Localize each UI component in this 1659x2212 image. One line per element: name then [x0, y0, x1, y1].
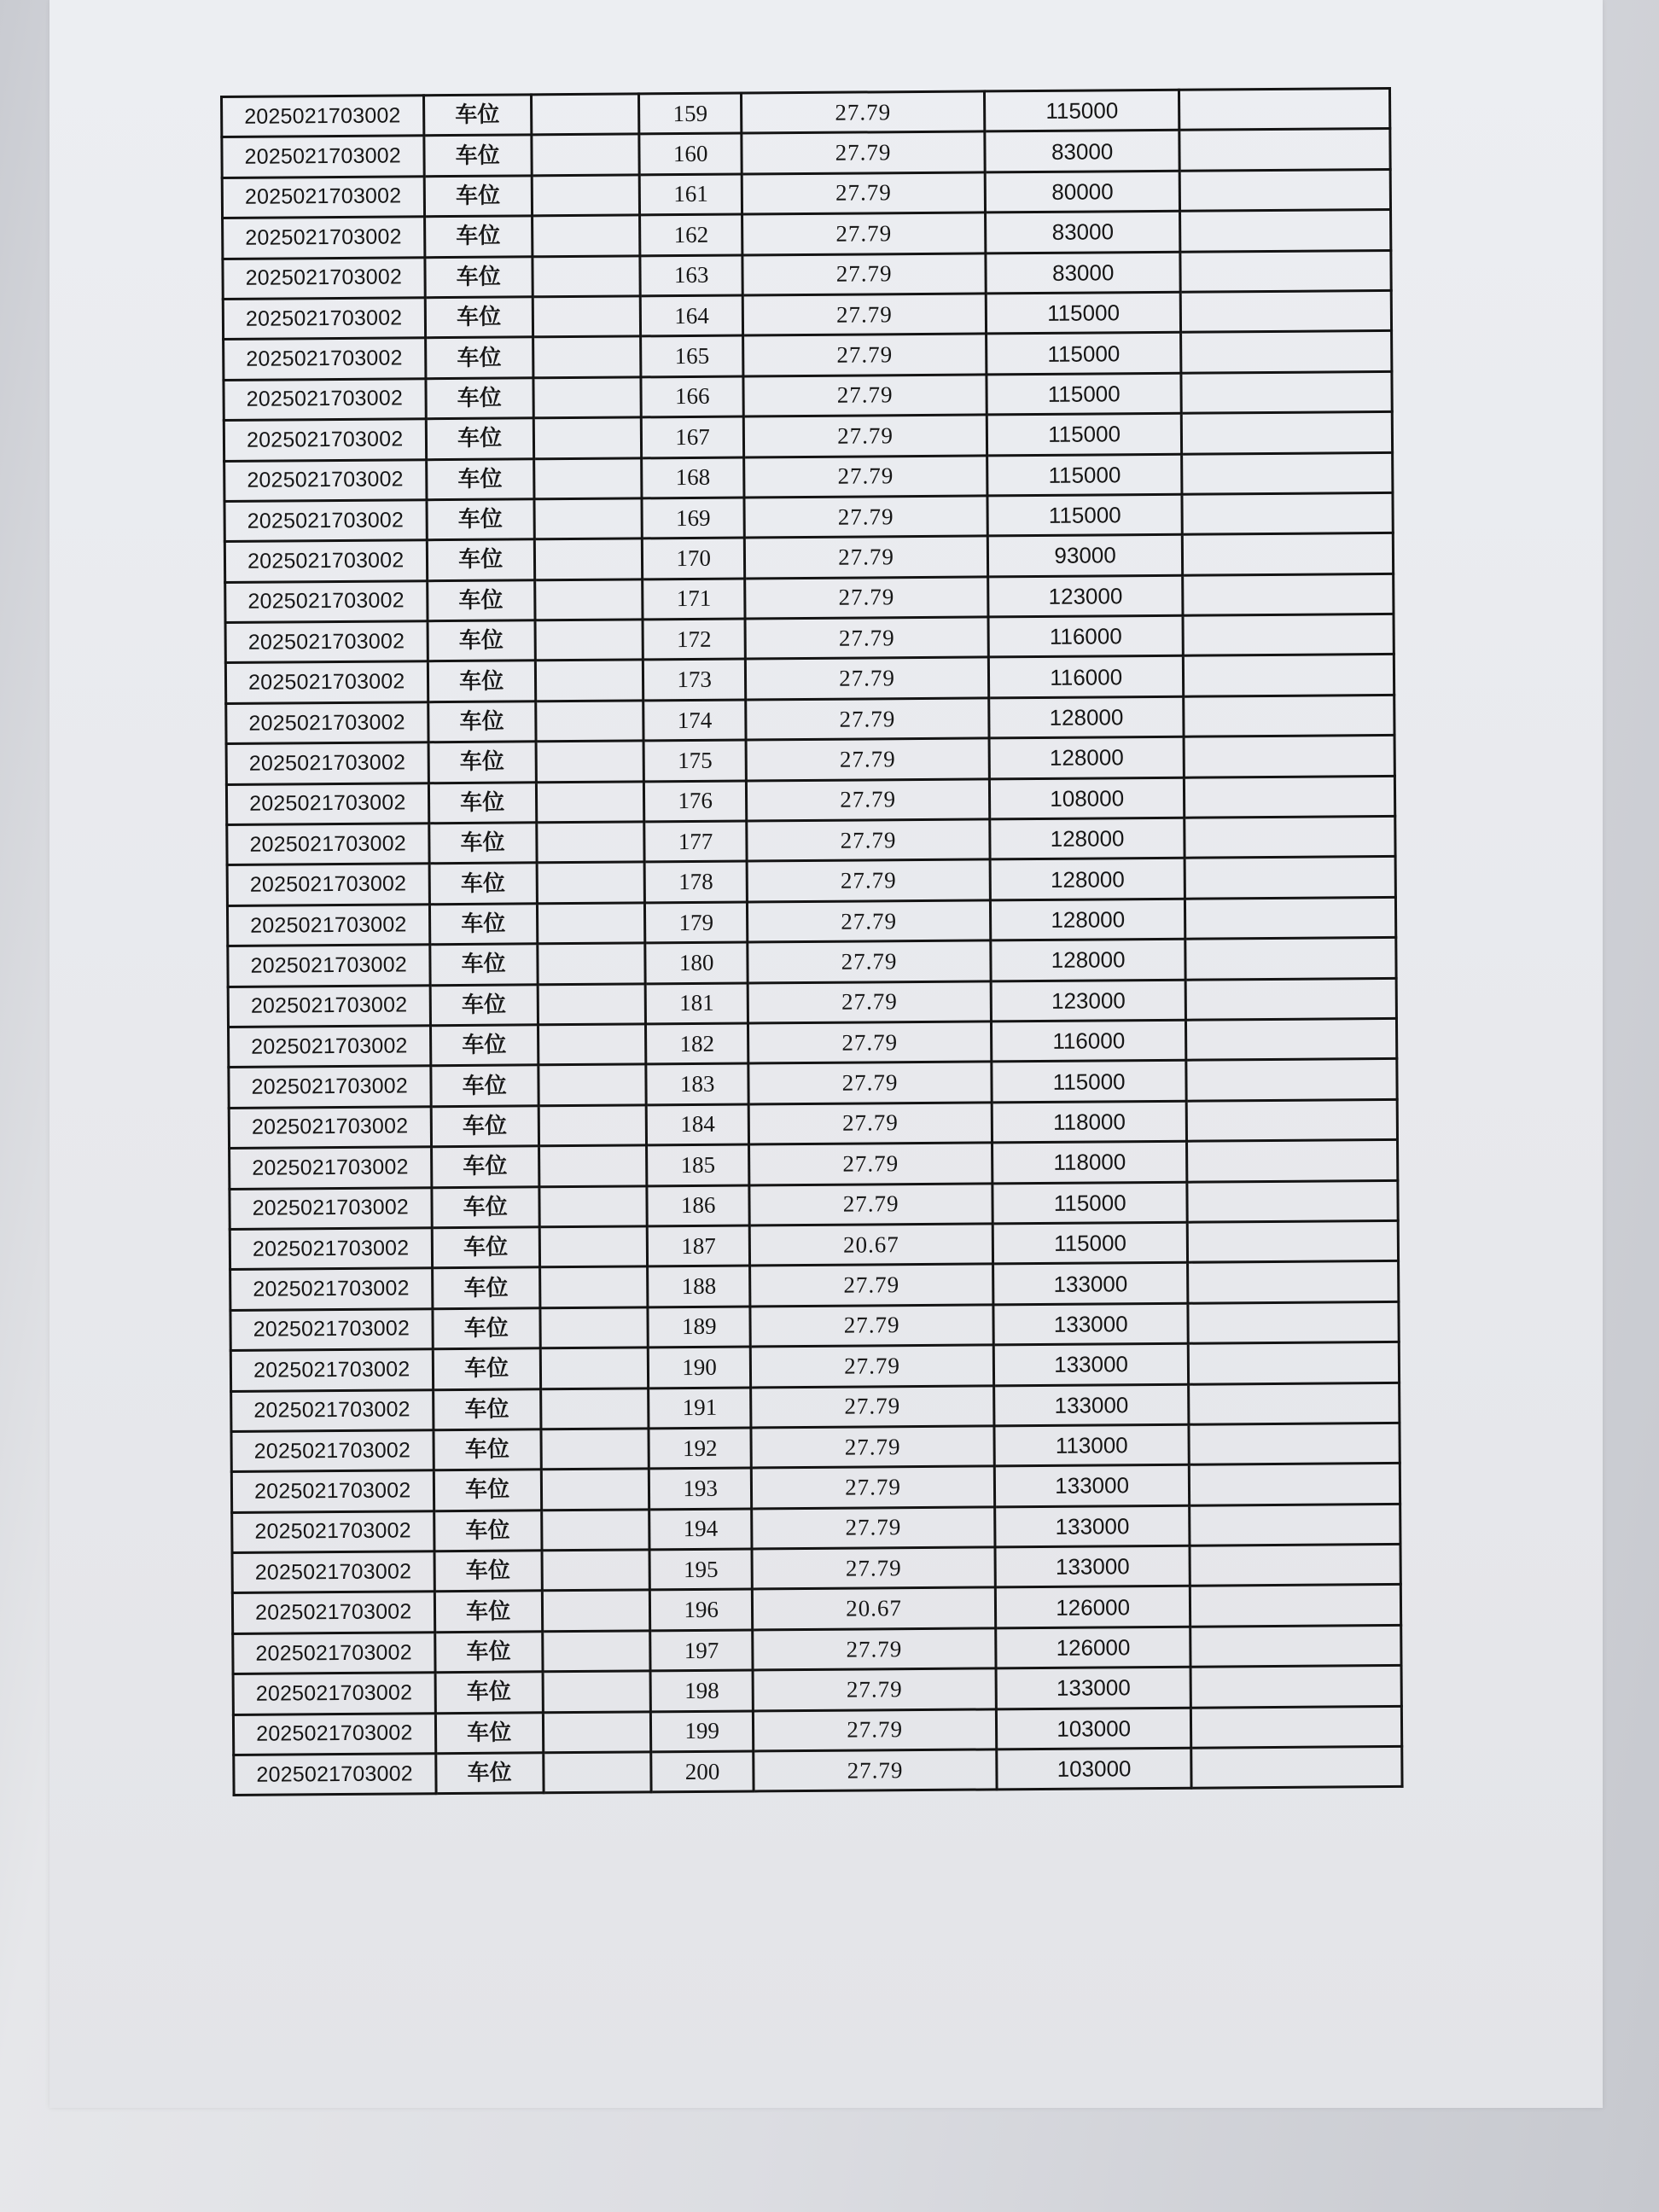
cell-area: 27.79	[742, 212, 986, 254]
cell-lot-code: 2025021703002	[224, 338, 426, 380]
cell-remark	[1185, 816, 1395, 858]
cell-item-type: 车位	[423, 95, 532, 136]
cell-item-type: 车位	[434, 1510, 542, 1551]
cell-lot-code: 2025021703002	[222, 96, 424, 137]
cell-space-number: 170	[642, 538, 745, 579]
cell-remark	[1189, 1342, 1400, 1384]
cell-space-number: 185	[647, 1144, 750, 1185]
cell-price: 118000	[992, 1101, 1187, 1143]
cell-price: 116000	[988, 615, 1184, 657]
cell-remark	[1185, 857, 1395, 899]
cell-blank	[540, 1388, 649, 1429]
cell-remark	[1190, 1625, 1401, 1667]
cell-item-type: 车位	[433, 1429, 541, 1470]
cell-blank	[537, 862, 645, 903]
cell-price: 133000	[993, 1303, 1189, 1345]
cell-lot-code: 2025021703002	[225, 621, 428, 663]
cell-remark	[1186, 1018, 1397, 1060]
cell-price: 83000	[985, 211, 1180, 253]
cell-item-type: 车位	[428, 701, 536, 742]
cell-lot-code: 2025021703002	[231, 1470, 434, 1512]
cell-item-type: 车位	[427, 580, 535, 621]
cell-remark	[1188, 1220, 1399, 1262]
cell-lot-code: 2025021703002	[224, 378, 426, 420]
cell-price: 128000	[990, 899, 1185, 940]
cell-price: 115000	[986, 333, 1181, 375]
cell-price: 116000	[988, 656, 1184, 698]
cell-blank	[535, 701, 643, 742]
cell-price: 128000	[991, 939, 1186, 981]
cell-area: 27.79	[742, 172, 985, 214]
cell-area: 27.79	[750, 1305, 993, 1347]
cell-area: 27.79	[754, 1709, 997, 1751]
cell-space-number: 200	[651, 1751, 754, 1792]
cell-price: 108000	[989, 777, 1185, 819]
cell-blank	[536, 782, 644, 823]
cell-item-type: 车位	[433, 1348, 541, 1389]
cell-remark	[1185, 897, 1396, 939]
cell-area: 27.79	[748, 981, 991, 1023]
cell-space-number: 177	[644, 821, 748, 862]
cell-area: 27.79	[752, 1547, 995, 1589]
cell-price: 133000	[996, 1667, 1191, 1708]
cell-remark	[1181, 290, 1392, 332]
cell-item-type: 车位	[428, 823, 537, 864]
cell-area: 27.79	[754, 1749, 997, 1791]
cell-area: 27.79	[747, 819, 990, 861]
cell-price: 115000	[986, 292, 1181, 334]
cell-remark	[1181, 371, 1392, 413]
cell-item-type: 车位	[424, 176, 533, 217]
cell-blank	[543, 1711, 651, 1752]
cell-space-number: 197	[650, 1630, 754, 1671]
cell-remark	[1182, 412, 1393, 454]
cell-remark	[1185, 938, 1396, 980]
cell-price: 126000	[996, 1627, 1191, 1668]
cell-remark	[1184, 695, 1394, 736]
cell-price: 128000	[990, 859, 1185, 900]
cell-lot-code: 2025021703002	[230, 1147, 432, 1189]
cell-area: 27.79	[749, 1183, 992, 1225]
cell-item-type: 车位	[424, 216, 533, 257]
cell-space-number: 163	[640, 255, 743, 296]
cell-area: 27.79	[744, 496, 987, 538]
cell-lot-code: 2025021703002	[227, 864, 429, 905]
cell-lot-code: 2025021703002	[233, 1673, 435, 1714]
cell-item-type: 车位	[423, 135, 532, 176]
cell-price: 80000	[985, 171, 1180, 212]
cell-area: 27.79	[747, 779, 990, 821]
cell-item-type: 车位	[430, 984, 538, 1025]
cell-blank	[533, 417, 642, 458]
cell-item-type: 车位	[434, 1591, 543, 1632]
cell-price: 103000	[996, 1708, 1191, 1749]
cell-lot-code: 2025021703002	[230, 1268, 433, 1310]
cell-lot-code: 2025021703002	[225, 661, 428, 703]
cell-lot-code: 2025021703002	[232, 1592, 434, 1633]
cell-remark	[1184, 655, 1394, 696]
table-row	[234, 1746, 1402, 1795]
cell-lot-code: 2025021703002	[233, 1633, 435, 1674]
cell-remark	[1182, 452, 1393, 494]
cell-lot-code: 2025021703002	[230, 1187, 432, 1229]
cell-remark	[1183, 614, 1394, 656]
cell-area: 27.79	[752, 1507, 995, 1549]
cell-area: 27.79	[748, 940, 991, 982]
cell-remark	[1182, 492, 1393, 534]
cell-area: 27.79	[752, 1466, 995, 1508]
cell-area: 27.79	[745, 536, 988, 578]
cell-space-number: 182	[646, 1023, 749, 1064]
cell-space-number: 164	[640, 295, 743, 336]
cell-blank	[542, 1590, 650, 1631]
cell-area: 27.79	[743, 375, 987, 416]
cell-lot-code: 2025021703002	[223, 298, 425, 340]
cell-blank	[542, 1550, 650, 1591]
cell-space-number: 190	[648, 1347, 751, 1388]
cell-remark	[1190, 1585, 1401, 1627]
cell-item-type: 车位	[425, 378, 533, 419]
cell-remark	[1181, 331, 1392, 373]
cell-price: 115000	[992, 1182, 1188, 1224]
cell-remark	[1183, 533, 1394, 575]
cell-item-type: 车位	[435, 1672, 544, 1713]
cell-space-number: 159	[639, 93, 742, 134]
cell-space-number: 173	[643, 659, 746, 700]
cell-space-number: 175	[643, 740, 747, 781]
cell-price: 103000	[997, 1748, 1192, 1790]
cell-space-number: 174	[643, 700, 747, 741]
cell-lot-code: 2025021703002	[224, 419, 426, 461]
cell-blank	[533, 255, 641, 296]
paper-page	[49, 0, 1603, 2108]
cell-item-type: 车位	[430, 1065, 538, 1106]
cell-remark	[1190, 1504, 1400, 1545]
cell-price: 116000	[991, 1020, 1186, 1062]
cell-space-number: 161	[639, 174, 742, 215]
cell-price: 115000	[992, 1061, 1187, 1103]
cell-space-number: 162	[640, 214, 743, 255]
cell-item-type: 车位	[428, 742, 537, 783]
cell-lot-code: 2025021703002	[229, 1066, 431, 1108]
cell-space-number: 191	[649, 1387, 752, 1428]
cell-price: 133000	[995, 1505, 1190, 1547]
cell-item-type: 车位	[431, 1106, 539, 1147]
cell-area: 27.79	[745, 617, 988, 659]
cell-area: 27.79	[751, 1385, 994, 1427]
cell-blank	[531, 94, 639, 135]
cell-space-number: 160	[639, 133, 742, 174]
cell-lot-code: 2025021703002	[233, 1713, 435, 1755]
cell-lot-code: 2025021703002	[229, 1106, 431, 1148]
cell-space-number: 194	[649, 1509, 753, 1550]
cell-lot-code: 2025021703002	[222, 177, 424, 218]
cell-remark	[1190, 1544, 1400, 1586]
cell-area: 27.79	[748, 1103, 992, 1144]
cell-remark	[1184, 736, 1394, 777]
cell-item-type: 车位	[435, 1712, 544, 1753]
cell-area: 20.67	[750, 1224, 993, 1266]
cell-remark	[1183, 573, 1394, 615]
cell-price: 123000	[991, 980, 1186, 1022]
cell-remark	[1186, 978, 1397, 1020]
cell-blank	[542, 1631, 650, 1672]
cell-price: 133000	[995, 1545, 1190, 1587]
cell-price: 128000	[989, 736, 1185, 778]
cell-area: 27.79	[744, 455, 987, 497]
cell-lot-code: 2025021703002	[230, 1308, 433, 1350]
cell-space-number: 196	[649, 1589, 753, 1630]
cell-lot-code: 2025021703002	[232, 1551, 434, 1593]
cell-blank	[538, 943, 646, 984]
cell-remark	[1179, 88, 1390, 130]
cell-area: 27.79	[748, 1062, 992, 1103]
cell-area: 27.79	[743, 294, 987, 335]
cell-space-number: 186	[647, 1185, 750, 1226]
cell-price: 83000	[986, 252, 1181, 294]
cell-price: 115000	[984, 90, 1179, 131]
cell-space-number: 167	[641, 416, 744, 457]
cell-remark	[1188, 1301, 1399, 1343]
cell-area: 20.67	[753, 1587, 996, 1629]
cell-remark	[1190, 1666, 1401, 1708]
cell-remark	[1188, 1261, 1399, 1303]
cell-remark	[1191, 1746, 1402, 1788]
cell-item-type: 车位	[424, 256, 533, 297]
cell-price: 133000	[994, 1384, 1190, 1426]
cell-blank	[532, 134, 640, 175]
cell-blank	[538, 983, 646, 1024]
cell-item-type: 车位	[434, 1632, 543, 1673]
cell-price: 118000	[992, 1141, 1187, 1183]
cell-area: 27.79	[745, 577, 988, 619]
cell-blank	[533, 296, 641, 337]
cell-area: 27.79	[742, 131, 985, 173]
cell-price: 128000	[989, 696, 1185, 738]
cell-item-type: 车位	[432, 1227, 540, 1268]
cell-price: 133000	[994, 1464, 1190, 1506]
cell-lot-code: 2025021703002	[224, 459, 427, 501]
cell-remark	[1189, 1423, 1400, 1464]
cell-item-type: 车位	[431, 1186, 539, 1227]
cell-blank	[541, 1469, 649, 1510]
cell-blank	[534, 498, 643, 539]
cell-space-number: 188	[648, 1266, 751, 1307]
cell-blank	[539, 1185, 648, 1226]
cell-blank	[541, 1429, 649, 1470]
cell-space-number: 172	[643, 619, 746, 660]
cell-blank	[537, 822, 645, 863]
cell-item-type: 车位	[429, 944, 538, 985]
cell-lot-code: 2025021703002	[224, 540, 427, 582]
cell-area: 27.79	[746, 698, 989, 740]
cell-space-number: 187	[647, 1225, 750, 1266]
cell-area: 27.79	[743, 334, 987, 375]
cell-space-number: 166	[641, 376, 744, 417]
cell-price: 83000	[985, 131, 1180, 172]
cell-blank	[540, 1307, 649, 1348]
cell-space-number: 189	[648, 1307, 751, 1348]
cell-item-type: 车位	[425, 297, 533, 338]
cell-price: 115000	[987, 373, 1182, 415]
cell-space-number: 184	[646, 1104, 749, 1145]
cell-remark	[1180, 210, 1391, 252]
cell-item-type: 车位	[429, 904, 538, 945]
parking-space-table	[220, 87, 1404, 1796]
cell-lot-code: 2025021703002	[228, 985, 430, 1027]
cell-space-number: 183	[646, 1063, 749, 1104]
cell-area: 27.79	[750, 1264, 993, 1306]
cell-remark	[1186, 1059, 1397, 1101]
cell-blank	[539, 1266, 648, 1307]
cell-item-type: 车位	[430, 1025, 538, 1066]
cell-blank	[533, 377, 642, 418]
cell-lot-code: 2025021703002	[226, 742, 428, 784]
cell-remark	[1190, 1464, 1400, 1505]
cell-item-type: 车位	[429, 863, 538, 904]
cell-item-type: 车位	[432, 1267, 540, 1308]
cell-remark	[1185, 776, 1395, 818]
cell-lot-code: 2025021703002	[230, 1349, 433, 1391]
cell-blank	[538, 1064, 647, 1105]
cell-area: 27.79	[748, 900, 991, 942]
cell-item-type: 车位	[428, 620, 536, 661]
cell-area: 27.79	[751, 1426, 994, 1468]
cell-blank	[535, 620, 643, 661]
cell-price: 133000	[993, 1343, 1189, 1385]
cell-price: 128000	[990, 818, 1185, 859]
cell-price: 113000	[994, 1424, 1190, 1466]
cell-price: 123000	[988, 575, 1184, 617]
cell-lot-code: 2025021703002	[231, 1389, 434, 1431]
cell-area: 27.79	[747, 859, 990, 901]
cell-item-type: 车位	[426, 458, 534, 499]
cell-item-type: 车位	[428, 782, 537, 823]
cell-lot-code: 2025021703002	[234, 1754, 436, 1796]
cell-area: 27.79	[746, 738, 989, 780]
cell-blank	[544, 1752, 652, 1793]
cell-remark	[1187, 1180, 1398, 1222]
cell-blank	[534, 538, 643, 579]
cell-item-type: 车位	[434, 1470, 542, 1511]
cell-lot-code: 2025021703002	[224, 500, 427, 542]
cell-remark	[1187, 1140, 1398, 1182]
cell-space-number: 195	[649, 1549, 753, 1590]
cell-price: 115000	[992, 1222, 1188, 1264]
cell-price: 115000	[987, 454, 1183, 496]
cell-space-number: 199	[650, 1711, 754, 1752]
cell-space-number: 192	[649, 1428, 752, 1469]
cell-space-number: 193	[649, 1468, 752, 1509]
cell-space-number: 181	[645, 983, 748, 1024]
cell-lot-code: 2025021703002	[225, 580, 428, 622]
cell-area: 27.79	[742, 253, 986, 294]
cell-space-number: 180	[645, 942, 748, 983]
cell-price: 133000	[992, 1263, 1188, 1305]
cell-price: 126000	[995, 1586, 1190, 1628]
cell-lot-code: 2025021703002	[227, 905, 429, 946]
cell-item-type: 车位	[427, 539, 535, 580]
cell-blank	[532, 175, 640, 216]
cell-blank	[533, 336, 641, 377]
table-body	[222, 88, 1403, 1795]
cell-blank	[538, 1145, 647, 1186]
cell-blank	[539, 1226, 648, 1267]
cell-blank	[537, 903, 645, 944]
cell-blank	[536, 741, 644, 782]
cell-space-number: 198	[650, 1670, 754, 1711]
cell-price: 93000	[987, 535, 1183, 577]
cell-blank	[541, 1510, 649, 1551]
cell-item-type: 车位	[432, 1308, 540, 1349]
cell-item-type: 车位	[425, 337, 533, 378]
cell-blank	[538, 1105, 647, 1146]
cell-area: 27.79	[753, 1628, 996, 1670]
cell-space-number: 179	[644, 902, 748, 943]
cell-lot-code: 2025021703002	[223, 217, 425, 259]
cell-area: 27.79	[753, 1668, 996, 1710]
cell-blank	[535, 660, 643, 701]
cell-remark	[1191, 1706, 1402, 1748]
cell-space-number: 168	[642, 457, 745, 498]
cell-remark	[1189, 1382, 1400, 1424]
cell-lot-code: 2025021703002	[228, 945, 430, 987]
cell-blank	[532, 215, 640, 256]
cell-remark	[1180, 250, 1391, 292]
cell-space-number: 178	[644, 861, 748, 902]
cell-area: 27.79	[746, 657, 989, 699]
cell-space-number: 165	[641, 335, 744, 376]
cell-item-type: 车位	[433, 1388, 541, 1429]
cell-price: 115000	[987, 413, 1182, 455]
cell-price: 115000	[987, 494, 1183, 536]
cell-blank	[543, 1671, 651, 1712]
cell-lot-code: 2025021703002	[230, 1228, 432, 1270]
cell-blank	[538, 1024, 646, 1065]
cell-lot-code: 2025021703002	[222, 136, 424, 178]
cell-area: 27.79	[751, 1345, 994, 1387]
cell-area: 27.79	[744, 415, 987, 457]
cell-lot-code: 2025021703002	[227, 824, 429, 865]
cell-blank	[540, 1348, 649, 1388]
cell-item-type: 车位	[428, 661, 536, 701]
cell-lot-code: 2025021703002	[226, 783, 428, 824]
cell-remark	[1180, 169, 1391, 211]
cell-item-type: 车位	[431, 1146, 539, 1187]
cell-lot-code: 2025021703002	[223, 257, 425, 299]
cell-remark	[1187, 1099, 1398, 1141]
cell-item-type: 车位	[434, 1551, 543, 1592]
cell-blank	[533, 457, 642, 498]
cell-lot-code: 2025021703002	[226, 702, 428, 744]
cell-lot-code: 2025021703002	[232, 1511, 434, 1552]
cell-lot-code: 2025021703002	[231, 1430, 434, 1472]
cell-remark	[1179, 129, 1390, 171]
cell-space-number: 169	[642, 498, 745, 538]
cell-item-type: 车位	[426, 418, 534, 459]
cell-item-type: 车位	[426, 499, 534, 540]
cell-area: 27.79	[742, 91, 985, 133]
cell-area: 27.79	[749, 1143, 992, 1185]
cell-space-number: 171	[643, 579, 746, 620]
cell-space-number: 176	[643, 781, 747, 822]
cell-blank	[534, 579, 643, 620]
cell-area: 27.79	[748, 1022, 992, 1063]
cell-item-type: 车位	[435, 1753, 544, 1794]
cell-lot-code: 2025021703002	[229, 1026, 431, 1068]
